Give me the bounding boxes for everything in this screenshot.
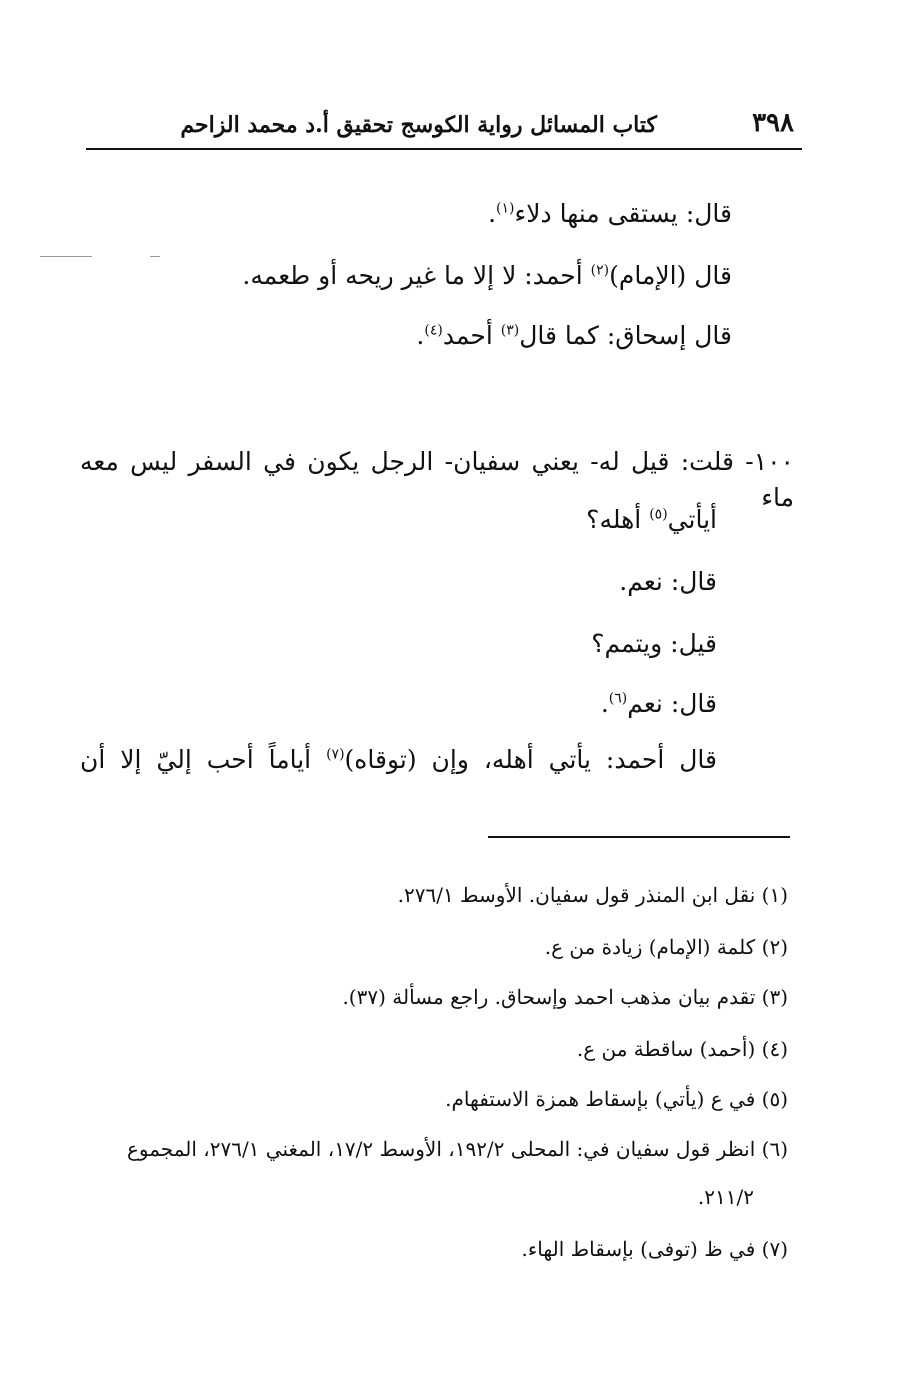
body-line: قيل: ويتمم؟ bbox=[591, 629, 717, 658]
footnote: (٣) تقدم بيان مذهب احمد وإسحاق. راجع مسألة (٣٧). bbox=[342, 985, 788, 1009]
footnote: (١) نقل ابن المنذر قول سفيان. الأوسط ٢٧٦/١. bbox=[397, 883, 788, 907]
footnote: (٤) (أحمد) ساقطة من ع. bbox=[576, 1037, 788, 1061]
footnote: (٥) في ع (يأتي) بإسقاط همزة الاستفهام. bbox=[445, 1087, 788, 1111]
footnote-ref: (٤) bbox=[424, 322, 443, 339]
body-line: قال: يستقى منها دلاء$^{(١)}$. bbox=[488, 199, 732, 228]
footnote-ref: (٥) bbox=[649, 506, 668, 523]
body-line: قال أحمد: يأتي أهله، وإن (توقاه)$^{(٧)}$ أياماً أحب إليّ إلا أن bbox=[80, 745, 717, 774]
margin-mark bbox=[150, 256, 160, 257]
question-line: ١٠٠- قلت: قيل له- يعني سفيان- الرجل يكون في السفر ليس معه ماء bbox=[80, 447, 794, 512]
body-line: قال: نعم. bbox=[619, 567, 717, 596]
footnote-ref: (٣) bbox=[500, 322, 520, 339]
footnote-rule bbox=[488, 836, 790, 838]
body-line: قال (الإمام)$^{(٢)}$ أحمد: لا إلا ما غير ريحه أو طعمه. bbox=[242, 261, 732, 290]
footnote: (٧) في ظ (توفى) بإسقاط الهاء. bbox=[521, 1237, 788, 1261]
running-title: كتاب المسائل رواية الكوسج تحقيق أ.د محمد الزاحم bbox=[180, 112, 657, 138]
footnote: (٢) كلمة (الإمام) زيادة من ع. bbox=[544, 935, 788, 959]
body-line: أيأتي$^{(٥)}$ أهله؟ bbox=[586, 505, 717, 534]
footnote-ref: (٢) bbox=[590, 262, 610, 279]
footnote-ref: (١) bbox=[496, 200, 515, 217]
body-line: قال: نعم$^{(٦)}$. bbox=[600, 689, 717, 718]
header-rule bbox=[86, 148, 802, 150]
footnote: (٦) انظر قول سفيان في: المحلى ١٩٢/٢، الأوسط ١٧/٢، المغني ٢٧٦/١، المجموع bbox=[126, 1137, 788, 1161]
margin-mark bbox=[40, 256, 92, 257]
page-number: ٣٩٨ bbox=[752, 108, 794, 138]
body-line: قال إسحاق: كما قال$^{(٣)}$ أحمد$^{(٤)}$. bbox=[416, 321, 732, 350]
footnote-ref: (٦) bbox=[608, 690, 628, 707]
footnote-ref: (٧) bbox=[326, 746, 345, 763]
footnote-continuation: ٢١١/٢. bbox=[697, 1185, 754, 1209]
